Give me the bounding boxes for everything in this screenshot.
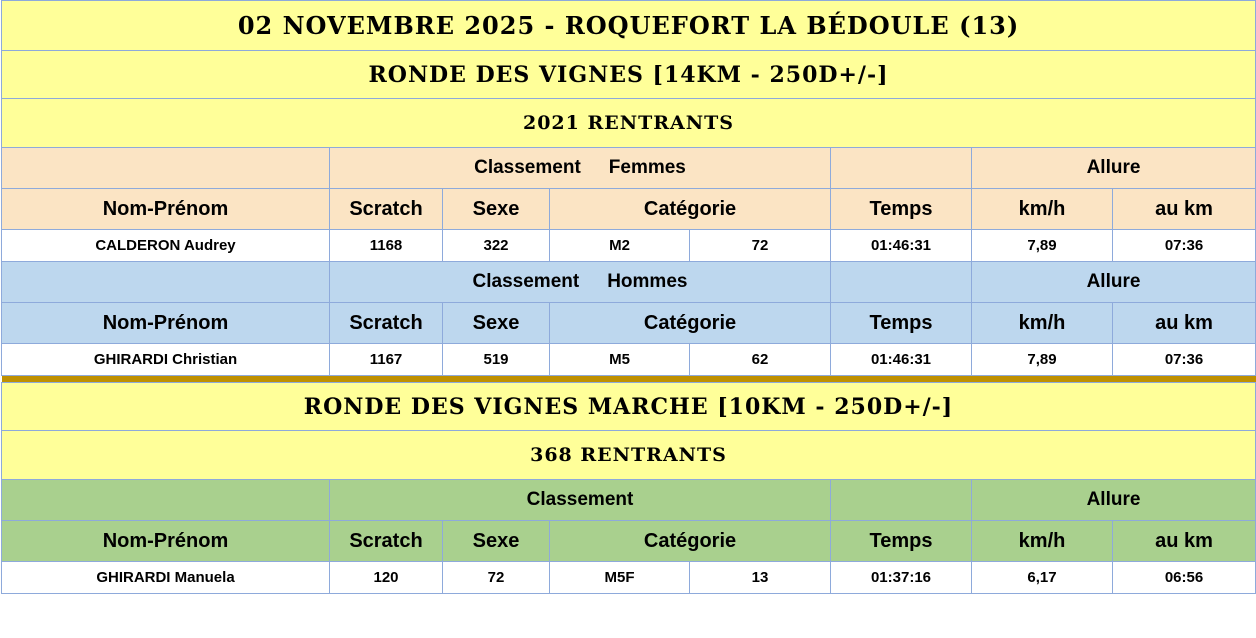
men-col-kmh: km/h xyxy=(972,303,1113,344)
men-temps-group-empty xyxy=(831,262,972,303)
women-col-categorie: Catégorie xyxy=(550,189,831,230)
walk-row-kmh: 6,17 xyxy=(972,562,1113,594)
men-row-sexe: 519 xyxy=(443,344,550,376)
walk-row-cat: M5F xyxy=(550,562,690,594)
table-row xyxy=(2,562,1256,594)
race2-title: RONDE DES VIGNES MARCHE [10KM - 250D+/-] xyxy=(2,383,1256,431)
men-classement-header xyxy=(330,262,831,303)
men-row-aukm: 07:36 xyxy=(1113,344,1256,376)
table-row xyxy=(2,230,1256,262)
men-classement-label: Classement xyxy=(472,271,580,292)
walk-row-temps: 01:37:16 xyxy=(831,562,972,594)
women-col-aukm: au km xyxy=(1113,189,1256,230)
women-col-kmh: km/h xyxy=(972,189,1113,230)
men-col-sexe: Sexe xyxy=(443,303,550,344)
men-row-name: GHIRARDI Christian xyxy=(2,344,330,376)
walk-row-cat-rank: 13 xyxy=(690,562,831,594)
results-table xyxy=(1,0,1256,594)
walk-allure-header: Allure xyxy=(972,480,1256,521)
men-allure-header: Allure xyxy=(972,262,1256,303)
women-row-kmh: 7,89 xyxy=(972,230,1113,262)
men-row-temps: 01:46:31 xyxy=(831,344,972,376)
walk-row-scratch: 120 xyxy=(330,562,443,594)
women-row-name: CALDERON Audrey xyxy=(2,230,330,262)
women-col-temps: Temps xyxy=(831,189,972,230)
women-temps-group-empty xyxy=(831,148,972,189)
walk-col-name: Nom-Prénom xyxy=(2,521,330,562)
walk-col-sexe: Sexe xyxy=(443,521,550,562)
women-row-cat: M2 xyxy=(550,230,690,262)
event-title: 02 NOVEMBRE 2025 - ROQUEFORT LA BÉDOULE (13) xyxy=(2,1,1256,51)
race-separator xyxy=(2,376,1256,383)
women-col-name: Nom-Prénom xyxy=(2,189,330,230)
men-group-empty xyxy=(2,262,330,303)
men-col-name: Nom-Prénom xyxy=(2,303,330,344)
women-col-sexe: Sexe xyxy=(443,189,550,230)
race1-title: RONDE DES VIGNES [14KM - 250D+/-] xyxy=(2,51,1256,99)
walk-group-empty xyxy=(2,480,330,521)
women-gender-label: Femmes xyxy=(608,157,686,178)
women-row-sexe: 322 xyxy=(443,230,550,262)
women-row-scratch: 1168 xyxy=(330,230,443,262)
women-allure-header: Allure xyxy=(972,148,1256,189)
walk-col-kmh: km/h xyxy=(972,521,1113,562)
men-gender-label: Hommes xyxy=(607,271,688,292)
men-col-temps: Temps xyxy=(831,303,972,344)
race2-count: 368 RENTRANTS xyxy=(2,431,1256,480)
women-classement-header xyxy=(330,148,831,189)
women-classement-label: Classement xyxy=(474,157,581,178)
women-row-cat-rank: 72 xyxy=(690,230,831,262)
men-col-aukm: au km xyxy=(1113,303,1256,344)
walk-temps-group-empty xyxy=(831,480,972,521)
walk-col-categorie: Catégorie xyxy=(550,521,831,562)
walk-row-sexe: 72 xyxy=(443,562,550,594)
walk-col-scratch: Scratch xyxy=(330,521,443,562)
women-group-empty xyxy=(2,148,330,189)
men-col-scratch: Scratch xyxy=(330,303,443,344)
walk-row-name: GHIRARDI Manuela xyxy=(2,562,330,594)
walk-col-temps: Temps xyxy=(831,521,972,562)
men-row-scratch: 1167 xyxy=(330,344,443,376)
men-row-kmh: 7,89 xyxy=(972,344,1113,376)
men-row-cat: M5 xyxy=(550,344,690,376)
walk-row-aukm: 06:56 xyxy=(1113,562,1256,594)
table-row xyxy=(2,344,1256,376)
walk-classement-header: Classement xyxy=(330,480,831,521)
men-col-categorie: Catégorie xyxy=(550,303,831,344)
women-row-aukm: 07:36 xyxy=(1113,230,1256,262)
women-row-temps: 01:46:31 xyxy=(831,230,972,262)
walk-col-aukm: au km xyxy=(1113,521,1256,562)
men-row-cat-rank: 62 xyxy=(690,344,831,376)
women-col-scratch: Scratch xyxy=(330,189,443,230)
race1-count: 2021 RENTRANTS xyxy=(2,99,1256,148)
